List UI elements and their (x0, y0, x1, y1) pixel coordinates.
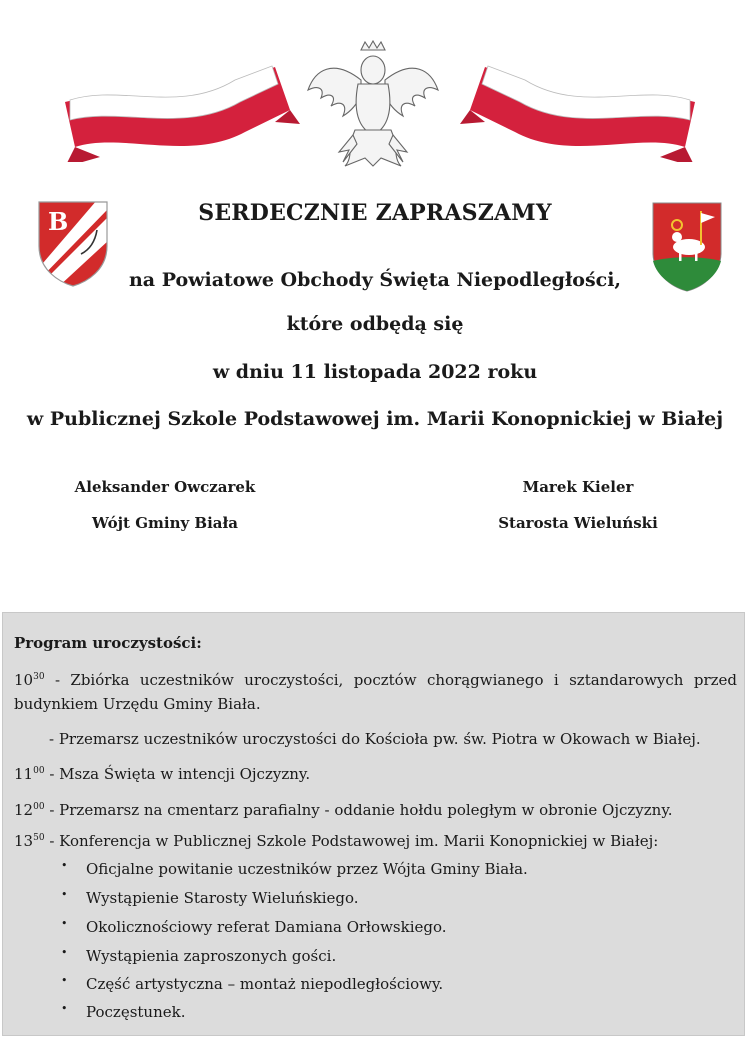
program-item: - Przemarsz uczestników uroczystości do Kościoła pw. św. Piotra w Okowach w Białej. (49, 730, 701, 748)
bullet-icon: • (61, 917, 68, 930)
polish-flag-ribbon-left (60, 62, 300, 162)
event-name: na Powiatowe Obchody Święta Niepodległości, (128, 269, 622, 291)
bullet-icon: • (61, 859, 68, 872)
event-intro: które odbędą się (286, 313, 464, 335)
signatory-right-role: Starosta Wieluński (498, 514, 658, 532)
event-date: w dniu 11 listopada 2022 roku (212, 361, 538, 383)
event-location: w Publicznej Szkole Podstawowej im. Marii Konopnickiej w Białej (26, 408, 724, 430)
program-item: $10^{30}$ - Zbiórka uczestników uroczystości, pocztów chorągwianego i sztandarowych przed (14, 671, 737, 689)
signatory-left-name: Aleksander Owczarek (74, 478, 256, 496)
signatory-right-name: Marek Kieler (522, 478, 634, 496)
bullet-icon: • (61, 888, 68, 901)
program-box: Program uroczystości: $10^{30}$ - Zbiórka uczestników uroczystości, pocztów chorągwianego i sztandarowych przed budynkiem Urzędu Gminy Biała. - Przemarsz uczestników uroczystości do Kościoła pw. św. Piotra w Okowach w Białej. $11^{00}$ - Msza Święta w intencji Ojczyzny. $12^{00}$ - Przemarsz na cmentarz parafialny - oddanie hołdu poległym w obronie Ojczyzny. $13^{50}$ - Konferencja w Publicznej Szkole Podstawowej im. Marii Konopnickiej w Białej: • Oficjalne powitanie uczestników przez Wójta Gminy Biała. • Wystąpienie Starosty Wieluńskiego. • Okolicznościowy referat Damiana Orłowskiego. • Wystąpienia zaproszonych gości. • Część artystyczna – montaż niepodległościowy. • Poczęstunek. (2, 612, 745, 1036)
invitation-title: SERDECZNIE ZAPRASZAMY (198, 200, 552, 226)
bullet-icon: • (61, 946, 68, 959)
bullet-icon: • (61, 1002, 68, 1015)
bullet-icon: • (61, 974, 68, 987)
signatory-left-role: Wójt Gminy Biała (91, 514, 238, 532)
polish-flag-ribbon-right (460, 62, 700, 162)
program-item: $13^{50}$ - Konferencja w Publicznej Szkole Podstawowej im. Marii Konopnickiej w Białej: (14, 832, 659, 850)
program-item: $11^{00}$ - Msza Święta w intencji Ojczyzny. (14, 765, 311, 783)
program-item-continuation: budynkiem Urzędu Gminy Biała. (14, 695, 261, 713)
white-eagle-emblem-icon (303, 40, 443, 170)
program-item: $12^{00}$ - Przemarsz na cmentarz parafialny - oddanie hołdu poległym w obronie Ojczyzny. (14, 801, 673, 819)
program-title: Program uroczystości: (14, 634, 202, 652)
crest-letter: B (48, 207, 69, 236)
